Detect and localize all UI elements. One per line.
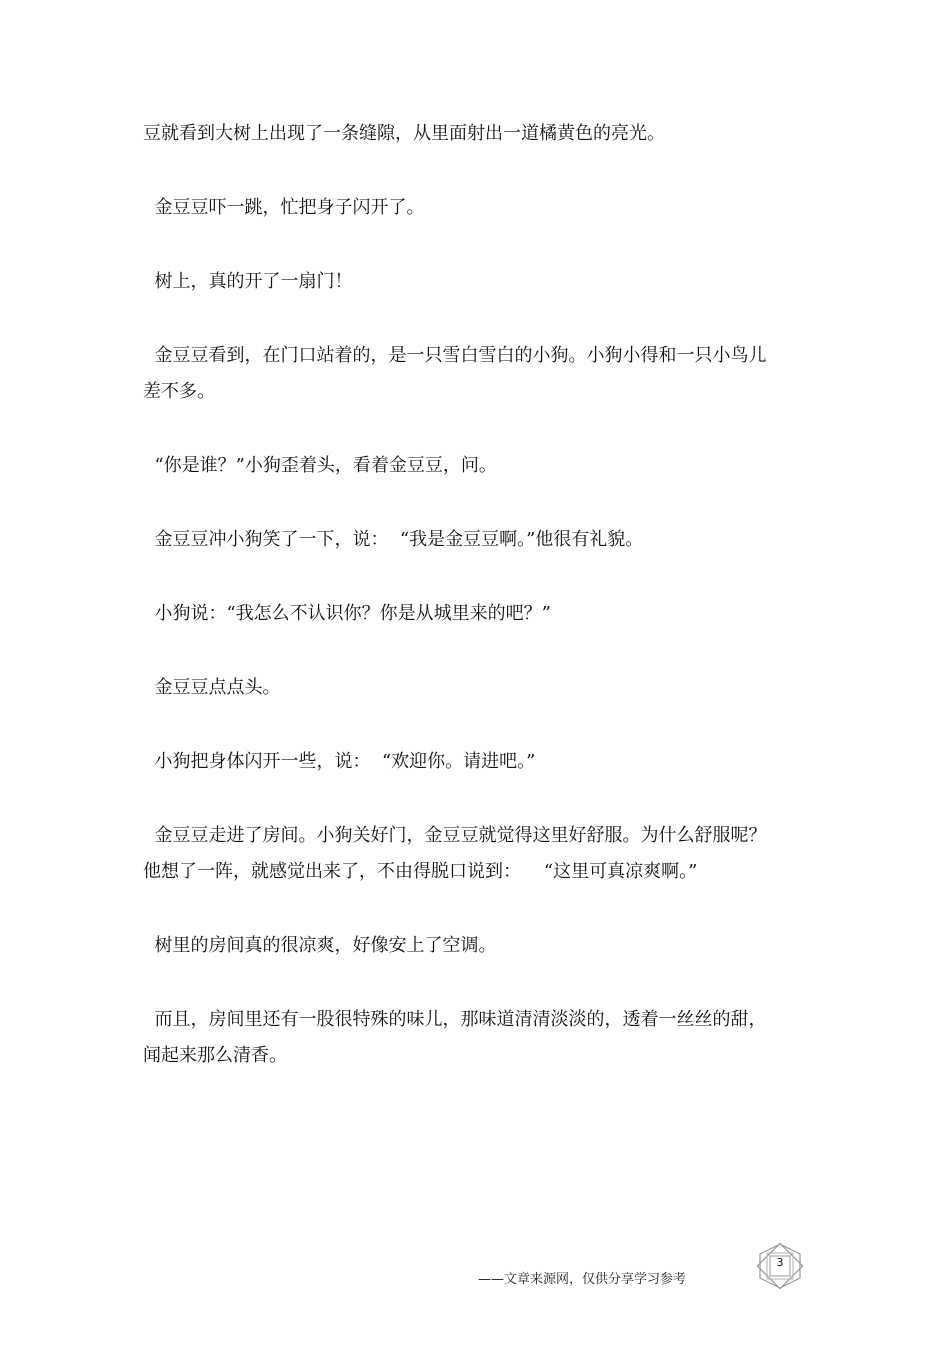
paragraph: 金豆豆看到，在门口站着的，是一只雪白雪白的小狗。小狗小得和一只小鸟儿 差不多。: [143, 345, 767, 402]
paragraph: “你是谁？”小狗歪着头，看着金豆豆，问。: [143, 455, 497, 476]
paragraph: 金豆豆吓一跳，忙把身子闪开了。: [143, 197, 425, 218]
story-text: [143, 116, 783, 1074]
paragraph: 树里的房间真的很凉爽，好像安上了空调。: [143, 935, 497, 956]
paragraph: 树上，真的开了一扇门！: [143, 271, 353, 292]
page-number: 3: [776, 1256, 784, 1269]
paragraph: 豆就看到大树上出现了一条缝隙，从里面射出一道橘黄色的亮光。: [143, 123, 665, 144]
page-number-badge: [752, 1242, 808, 1290]
paragraph: 小狗把身体闪开一些，说： “欢迎你。请进吧。”: [143, 751, 536, 772]
paragraph: 金豆豆冲小狗笑了一下，说： “我是金豆豆啊。”他很有礼貌。: [143, 529, 644, 550]
source-note: ——文章来源网，仅供分享学习参考: [478, 1272, 687, 1287]
paragraph: 金豆豆点点头。: [143, 677, 281, 698]
paragraph: 而且，房间里还有一股很特殊的味儿，那味道清清淡淡的，透着一丝丝的甜， 闻起来那么清香。: [143, 1009, 767, 1066]
paragraph: 金豆豆走进了房间。小狗关好门，金豆豆就觉得这里好舒服。为什么舒服呢？ 他想了一阵，就感觉出来了，不由得脱口说到： “这里可真凉爽啊。”: [143, 825, 767, 882]
page-footer: [0, 1256, 950, 1302]
paragraph: 小狗说：“我怎么不认识你？你是从城里来的吧？”: [143, 603, 551, 624]
